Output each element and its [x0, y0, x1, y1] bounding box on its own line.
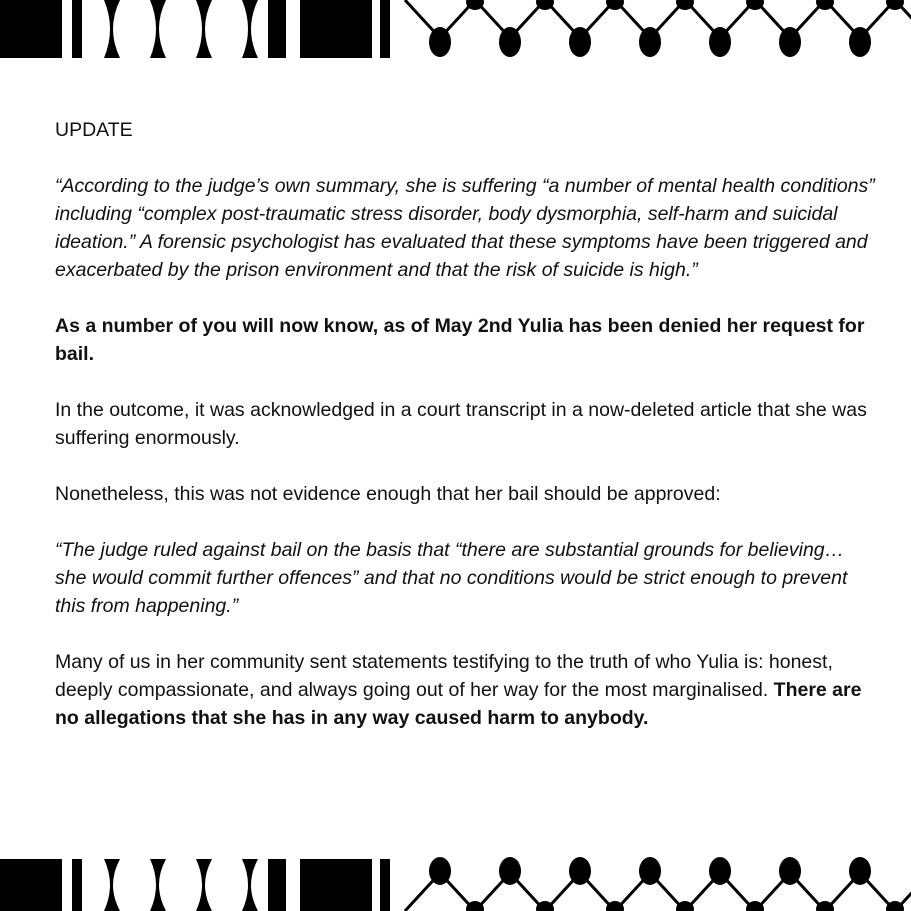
judge-summary-quote: “According to the judge’s own summary, she is suffering “a number of mental health conditions” including “complex post-traumatic stress disorder, body dysmorphia, self-harm and suicidal ideation.” A forensic psychologist has evaluated that these symptoms have been triggered and exacerbated by the prison environment and that the risk of suicide is high.”	[55, 175, 875, 281]
keffiyeh-pattern-graphic	[0, 853, 911, 911]
nonetheless-paragraph: Nonetheless, this was not evidence enough that her bail should be approved:	[55, 483, 721, 505]
keffiyeh-pattern-top-band	[0, 0, 911, 58]
court-outcome-paragraph: In the outcome, it was acknowledged in a court transcript in a now-deleted article that she was suffering enormously.	[55, 399, 867, 449]
keffiyeh-pattern-graphic	[0, 0, 911, 58]
update-post-body	[55, 116, 875, 732]
community-statement-text: Many of us in her community sent statements testifying to the truth of who Yulia is: honest, deeply compassionate, and always going out of her way for the most marginalised.	[55, 651, 833, 701]
community-paragraph	[55, 648, 875, 732]
update-label: UPDATE	[55, 119, 133, 141]
keffiyeh-pattern-bottom-band	[0, 853, 911, 911]
no-allegations-statement: There are no allegations that she has in any way caused harm to anybody.	[55, 679, 862, 729]
judge-ruling-quote: “The judge ruled against bail on the basis that “there are substantial grounds for believing… she would commit further offences” and that no conditions would be strict enough to prevent this from happening.”	[55, 539, 848, 617]
bail-denied-statement: As a number of you will now know, as of May 2nd Yulia has been denied her request for bail.	[55, 315, 865, 365]
